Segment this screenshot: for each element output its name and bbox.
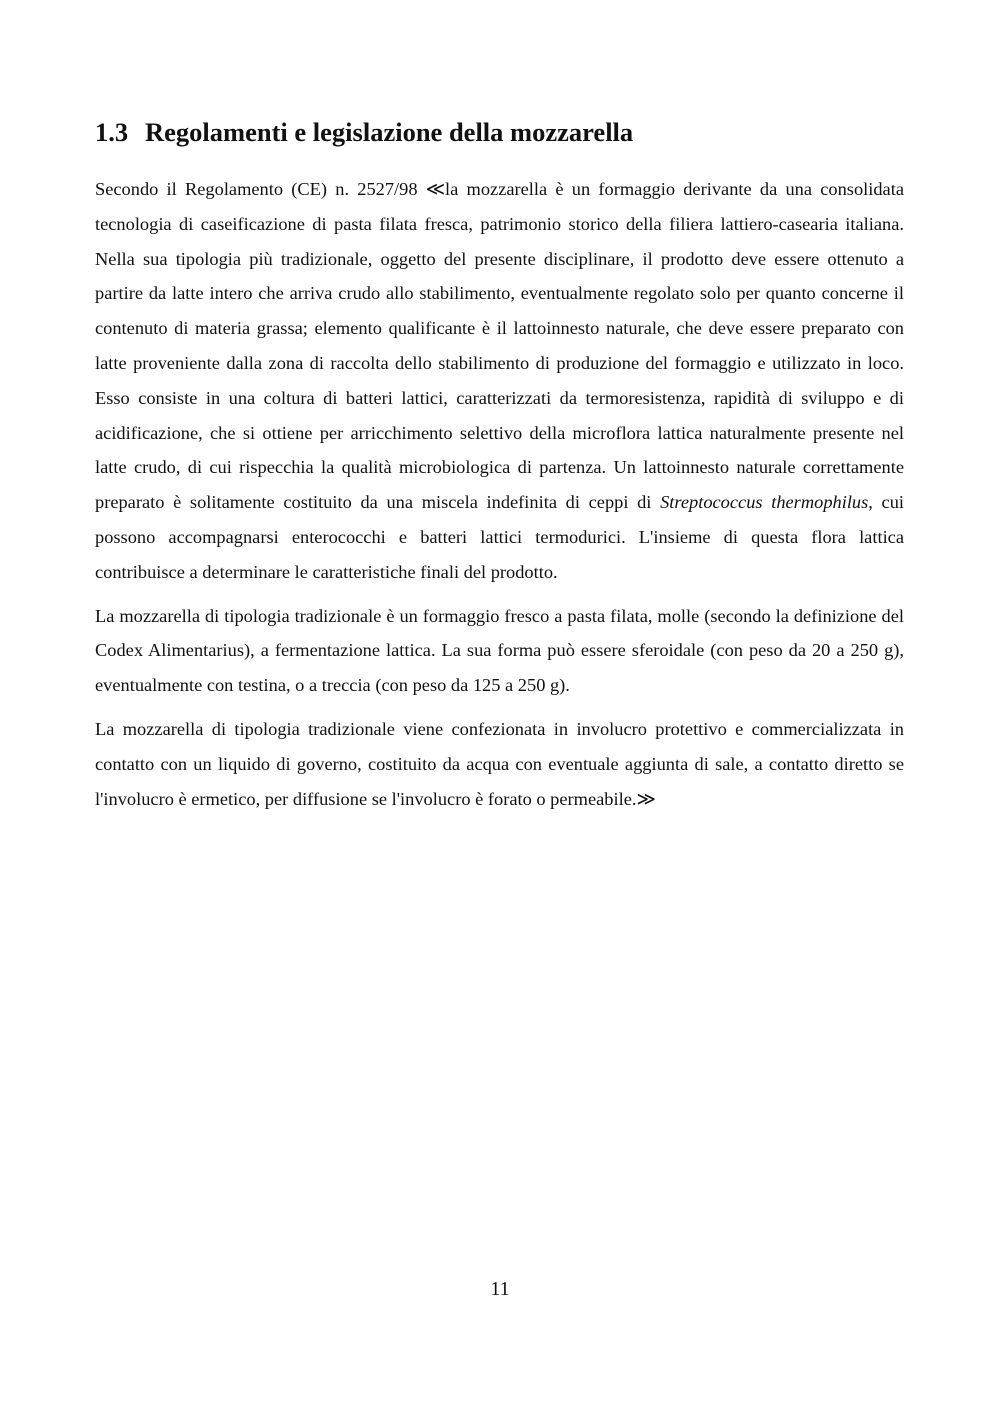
species-name: Streptococcus thermophilus (660, 492, 869, 513)
paragraph-regulation-quote (95, 172, 904, 590)
section-heading (95, 117, 633, 148)
paragraph-text-part: , cui possono accompagnarsi enterococchi e batteri lattici termodurici. L'insieme di questa flora lattica contribuisce a determinare le caratteristiche finali del prodotto. (95, 492, 905, 582)
body-text (95, 172, 904, 816)
section-title: Regolamenti e legislazione della mozzarella (145, 117, 634, 147)
paragraph-packaging: La mozzarella di tipologia tradizionale viene confezionata in involucro protettivo e commercializzata in contatto con un liquido di governo, costituito da acqua con eventuale aggiunta di sale, a contatto diretto se l'involucro è ermetico, per diffusione se l'involucro è forato o permeabile.≫ (95, 718, 904, 809)
paragraph-traditional-type: La mozzarella di tipologia tradizionale è un formaggio fresco a pasta filata, molle (secondo la definizione del Codex Alimentarius), a fermentazione lattica. La sua forma può essere sferoidale (con peso da 20 a 250 g), eventualmente con testina, o a treccia (con peso da 125 a 250 g). (95, 605, 904, 696)
page-number: 11 (490, 1278, 510, 1300)
paragraph-text-part: Secondo il Regolamento (CE) n. 2527/98 ≪la mozzarella è un formaggio derivante da una consolidata tecnologia di caseificazione di pasta filata fresca, patrimonio storico della filiera lattiero-casearia italiana. Nella sua tipologia più tradizionale, oggetto del presente disciplinare, il prodotto deve essere ottenuto a partire da latte intero che arriva crudo allo stabilimento, eventualmente regolato solo per quanto concerne il contenuto di materia grassa; elemento qualificante è il lattoinnesto naturale, che deve essere preparato con latte proveniente dalla zona di raccolta dello stabilimento di produzione del formaggio e utilizzato in loco. Esso consiste in una coltura di batteri lattici, caratterizzati da termoresistenza, rapidità di sviluppo e di acidificazione, che si ottiene per arricchimento selettivo della microflora lattica naturalmente presente nel latte crudo, di cui rispecchia la qualità microbiologica di partenza. Un lattoinnesto naturale correttamente preparato è solitamente costituito da una miscela indefinita di ceppi di (95, 179, 904, 513)
section-number: 1.3 (95, 117, 129, 147)
